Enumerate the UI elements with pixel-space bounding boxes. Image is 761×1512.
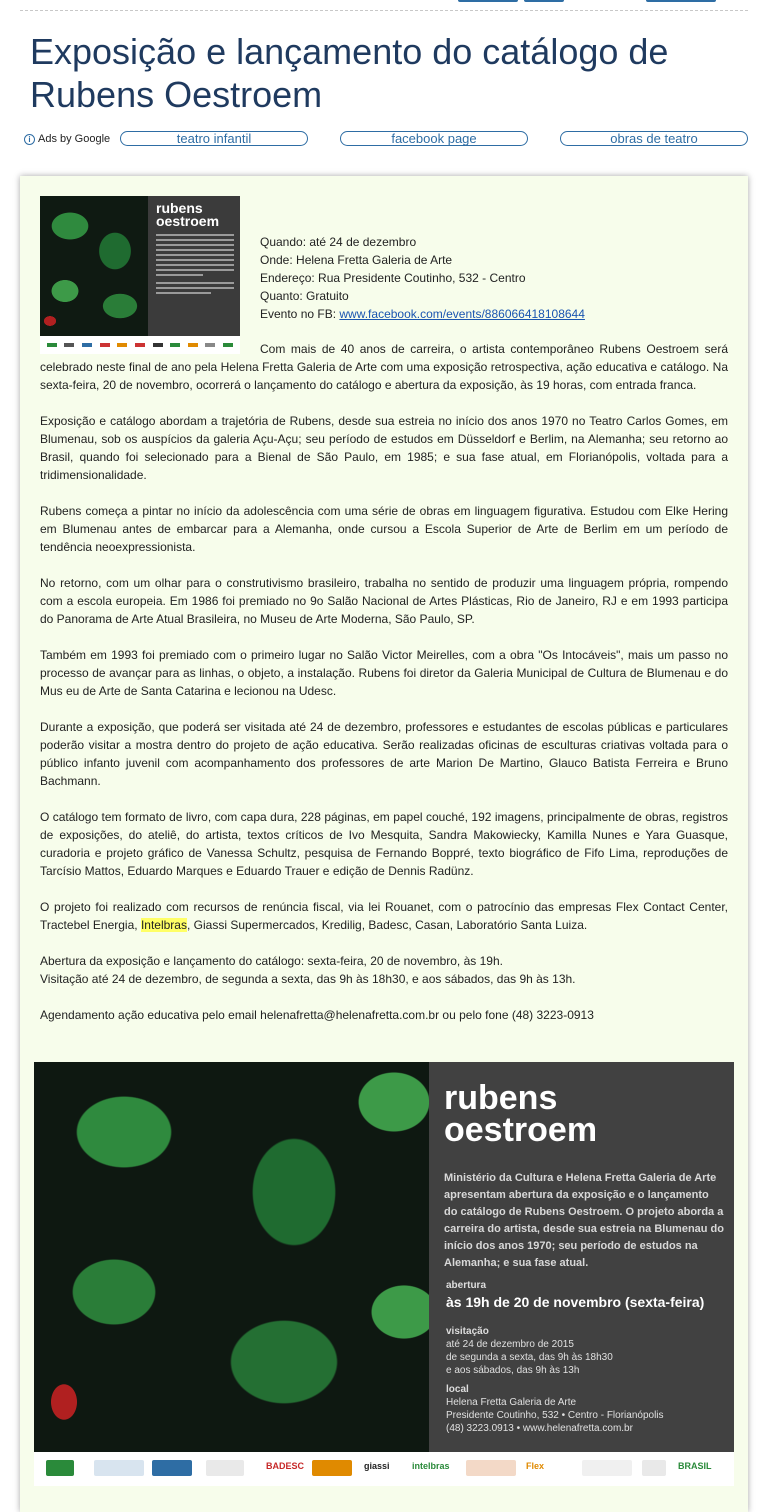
article-paragraph-schedule [40, 952, 728, 988]
event-when: Quando: até 24 de dezembro [260, 235, 417, 249]
ads-by-google-text: Ads by Google [38, 133, 111, 145]
poster-visit-line: e aos sábados, das 9h às 13h [446, 1365, 580, 1376]
sponsor-logo-icon [46, 1460, 74, 1476]
ad-link-obras-de-teatro[interactable]: obras de teatro [560, 131, 748, 146]
poster-location-info [446, 1396, 664, 1435]
sponsor-logo-icon [312, 1460, 352, 1476]
poster-opening-label: abertura [446, 1280, 487, 1291]
event-where: Onde: Helena Fretta Galeria de Arte [260, 253, 453, 267]
sponsor-badesc: BADESC [266, 1461, 305, 1471]
thumbnail-text-lines [156, 234, 234, 297]
poster-title [444, 1079, 598, 1149]
top-nav-stub[interactable] [524, 0, 564, 2]
event-fb-label: Evento no FB: [260, 307, 340, 321]
ad-link-teatro-infantil[interactable]: teatro infantil [120, 131, 308, 146]
page-title: Exposição e lançamento do catálogo de Rubens Oestroem [30, 31, 669, 115]
poster-location-label: local [446, 1384, 469, 1395]
article-paragraph: No retorno, com um olhar para o construtivismo brasileiro, trabalha no sentido de produzir uma linguagem própria, rompendo com a escola europeia. Em 1986 foi premiado no 9o Salão Nacional de Artes Plásticas, Rio de Janeiro, RJ e em 1993 participa do Panorama de Arte Atual Brasileira, no Museu de Arte Moderna, São Paulo, SP. [40, 576, 728, 626]
article-paragraph: Exposição e catálogo abordam a trajetória de Rubens, desde sua estreia no início dos anos 1970 no Teatro Carlos Gomes, em Blumenau, sob os auspícios da galeria Açu-Açu; seu período de estudos em Düsseldorf e Berlim, na Alemanha; seu retorno ao Brasil, quando foi selecionado para a Bienal de São Paulo, em 1985; e sua fase atual, em Florianópolis, voltada para a tridimensionalidade. [40, 414, 728, 482]
article-body [40, 340, 728, 1042]
sponsor-logo-icon [642, 1460, 666, 1476]
highlighted-term: Intelbras [140, 918, 187, 932]
poster-painting [34, 1062, 429, 1452]
poster-visit-line: até 24 de dezembro de 2015 [446, 1339, 574, 1350]
poster-location-line: Presidente Coutinho, 532 • Centro - Florianópolis [446, 1410, 664, 1421]
poster-visit-line: de segunda a sexta, das 9h às 18h30 [446, 1352, 613, 1363]
schedule-opening: Abertura da exposição e lançamento do catálogo: sexta-feira, 20 de novembro, às 19h. [40, 954, 503, 968]
poster-title-line2: oestroem [444, 1111, 598, 1149]
poster-description: Ministério da Cultura e Helena Fretta Galeria de Arte apresentam abertura da exposição e o lançamento do catálogo de Rubens Oestroem. O projeto aborda a carreira do artista, desde sua estreia na Blumenau do início dos anos 1970; seu período de estudos na Alemanha; e sua fase atual. [444, 1172, 724, 1269]
poster-sponsor-strip [34, 1452, 734, 1486]
thumbnail-painting [40, 196, 148, 336]
article-paragraph: O catálogo tem formato de livro, com capa dura, 228 páginas, em papel couché, 192 imagens, principalmente de obras, registros de exposições, do ateliê, do artista, textos críticos de Ivo Mesquita, Sandra Makowiecky, Kamilla Nunes e Yara Guasque, curadoria e projeto gráfico de Vanessa Schultz, pesquisa de Fernando Boppré, texto biográfico de Fifo Lima, reproduções de Tarcísio Mattos, Eduardo Marques e Eduardo Trauer e edição de Dennis Radünz. [40, 810, 728, 878]
poster-visit-info [446, 1338, 613, 1377]
article-paragraph-contact: Agendamento ação educativa pelo email helenafretta@helenafretta.com.br ou pelo fone (48) 3223-0913 [40, 1008, 594, 1022]
ads-label[interactable] [24, 133, 110, 145]
event-price: Quanto: Gratuito [260, 289, 349, 303]
event-address: Endereço: Rua Presidente Coutinho, 532 - Centro [260, 271, 526, 285]
poster-location-line: Helena Fretta Galeria de Arte [446, 1397, 577, 1408]
ads-row [24, 131, 748, 149]
article-paragraph: Rubens começa a pintar no início da adolescência com uma série de obras em linguagem figurativa. Estudou com Elke Hering em Blumenau antes de embarcar para a Alemanha, onde cursou a Escola Superior de Arte de Berlim em um período de tendência neoexpressionista. [40, 504, 728, 554]
thumbnail-title [156, 202, 219, 228]
schedule-visiting: Visitação até 24 de dezembro, de segunda a sexta, das 9h às 18h30, e aos sábados, das 9h às 13h. [40, 972, 576, 986]
article-paragraph: Durante a exposição, que poderá ser visitada até 24 de dezembro, professores e estudantes de escolas públicas e particulares poderão visitar a mostra dentro do projeto de ação educativa. Serão realizadas oficinas de esculturas criativas voltada para o público infanto juvenil com acompanhamento dos professores de arte Marion De Martino, Glauco Batista Ferreira e Bruno Bachmann. [40, 720, 728, 788]
sponsor-logo-icon [466, 1460, 516, 1476]
poster-visit-label: visitação [446, 1326, 489, 1337]
sponsor-logo-icon [582, 1460, 632, 1476]
article-paragraph: Também em 1993 foi premiado com o primeiro lugar no Salão Victor Meirelles, com a obra "Os Intocáveis", mais um passo no processo de avançar para as linhas, o objeto, a instalação. Rubens foi diretor da Galeria Municipal de Cultura de Blumenau e do Mus eu de Arte de Santa Catarina e lecionou na Udesc. [40, 648, 728, 698]
sponsors-text-end: , Giassi Supermercados, Kredilig, Badesc, Casan, Laboratório Santa Luiza. [186, 918, 588, 932]
sponsor-flex: Flex [526, 1461, 545, 1471]
top-nav-stub[interactable] [646, 0, 716, 2]
info-icon[interactable]: i [24, 134, 35, 145]
event-thumbnail-image[interactable] [40, 196, 240, 354]
event-poster-image[interactable] [34, 1062, 734, 1486]
sponsor-logo-icon [152, 1460, 192, 1476]
sponsor-giassi: giassi [364, 1461, 390, 1471]
sponsor-logo-icon [206, 1460, 244, 1476]
sponsor-intelbras: intelbras [412, 1461, 450, 1471]
poster-location-line: (48) 3223.0913 • www.helenafretta.com.br [446, 1423, 633, 1434]
facebook-event-link[interactable]: www.facebook.com/events/886066418108644 [339, 307, 585, 321]
event-info [260, 233, 720, 323]
content-card [20, 176, 748, 1512]
top-divider [20, 10, 748, 11]
article-paragraph-sponsors [40, 898, 728, 934]
ad-link-facebook-page[interactable]: facebook page [340, 131, 528, 146]
event-fb-row [260, 305, 720, 323]
thumbnail-title-line1: rubens [156, 200, 203, 216]
top-nav-stub[interactable] [458, 0, 518, 2]
sponsor-logo-icon [94, 1460, 144, 1476]
poster-opening-date: às 19h de 20 de novembro (sexta-feira) [446, 1294, 705, 1310]
sponsor-brasil: BRASIL [678, 1461, 712, 1471]
sponsors-text: O projeto foi realizado com recursos de renúncia fiscal, via lei Rouanet, com o patrocínio das empresas Flex Contact Center, Tractebel Energia, [40, 900, 728, 932]
thumbnail-title-line2: oestroem [156, 213, 220, 229]
article-paragraph: Com mais de 40 anos de carreira, o artista contemporâneo Rubens Oestroem será celebrado neste final de ano pela Helena Fretta Galeria de Arte com uma exposição retrospectiva, ação educativa e catálogo. Na sexta-feira, 20 de novembro, ocorrerá o lançamento do catálogo e abertura da exposição, às 19 horas, com entrada franca. [40, 342, 728, 392]
poster-title-line1: rubens [444, 1079, 558, 1117]
